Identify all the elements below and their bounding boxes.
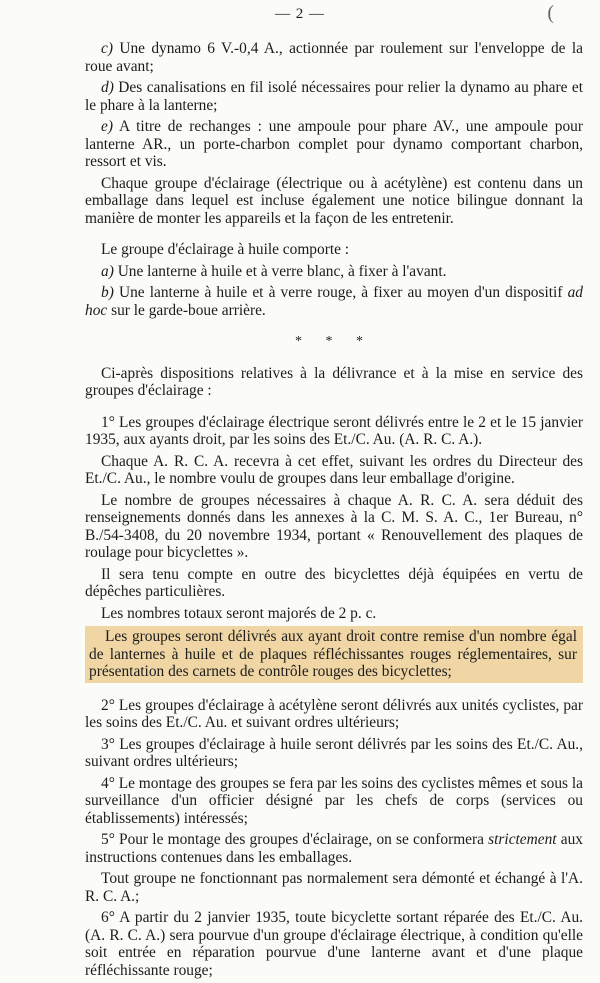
section-1-p5: Les nombres totaux seront majorés de 2 p. c.	[101, 604, 377, 622]
section-5-text-1: 5° Pour le montage des groupes d'éclairage, on se conformera	[101, 831, 484, 848]
section-5-italic: strictement	[488, 831, 557, 848]
oil-item-b-text-2: sur le garde-boue arrière.	[111, 301, 266, 319]
item-e-text: A titre de rechanges : une ampoule pour phare AV., une ampoule pour lanterne AR., un porte-charbon complet pour dynamo comportant charbon, ressort et vis.	[85, 118, 583, 170]
page-number: — 2 —	[275, 6, 325, 22]
oil-item-b-label: b)	[101, 284, 114, 301]
section-separator: * * *	[295, 334, 373, 349]
item-c	[85, 40, 583, 75]
section-5-text-2: aux instructions contenues dans les emballages.	[85, 831, 583, 866]
section-1-p2: Chaque A. R. C. A. recevra à cet effet, suivant les ordres du Directeur des Et./C. Au., le nombre voulu de groupes dans leur emballage d'origine.	[85, 452, 583, 487]
oil-item-a-label: a)	[101, 262, 114, 280]
section-1-p3: Le nombre de groupes nécessaires à chaque A. R. C. A. sera déduit des renseignements donnés dans les annexes à la C. M. S. A. C., 1er Bureau, n° B./54-3408, du 20 novembre 1934, portant « Renouvellement des plaques de roulage pour bicyclettes ».	[85, 491, 583, 561]
item-d-label: d)	[101, 79, 114, 96]
oil-item-a-text: Une lanterne à huile et à verre blanc, à fixer à l'avant.	[117, 262, 447, 280]
section-6: 6° A partir du 2 janvier 1935, toute bicyclette sortant réparée des Et./C. Au. (A. R. C. A.) sera pourvue d'un groupe d'éclairage électrique, à condition qu'elle soit entrée en réparation pourvue d'une lanterne avant et d'une plaque réfléchissante rouge;	[85, 909, 583, 979]
oil-item-b	[85, 284, 583, 319]
packaging-paragraph: Chaque groupe d'éclairage (électrique ou à acétylène) est contenu dans un emballage dans lequel est incluse également une notice bilingue donnant la manière de monter les appareils et la façon de les entretenir.	[85, 174, 583, 227]
section-5-p1	[85, 831, 583, 866]
oil-item-a	[85, 263, 583, 281]
item-d-text: Des canalisations en fil isolé nécessaires pour relier la dynamo au phare et le phare à la lanterne;	[85, 79, 583, 114]
item-e-label: e)	[101, 118, 113, 135]
item-e	[85, 118, 583, 171]
section-4: 4° Le montage des groupes se fera par les soins des cyclistes mêmes et sous la surveillance d'un officier désigné par les chefs de corps (services ou établissements) intéressés;	[85, 774, 583, 827]
section-3: 3° Les groupes d'éclairage à huile seront délivrés par les soins des Et./C. Au., suivant ordres ultérieurs;	[85, 735, 583, 770]
oil-item-b-text-1: Une lanterne à huile et à verre rouge, à fixer au moyen d'un dispositif	[118, 284, 563, 301]
section-2: 2° Les groupes d'éclairage à acétylène seront délivrés aux unités cyclistes, par les soins des Et./C. Au. et suivant ordres ultérieurs;	[85, 696, 583, 731]
section-1-p1: 1° Les groupes d'éclairage électrique seront délivrés entre le 2 et le 15 janvier 1935, aux ayants droit, par les soins des Et./C. Au. (A. R. C. A.).	[85, 413, 583, 448]
section-1-p4: Il sera tenu compte en outre des bicyclettes déjà équipées en vertu de dépêches particulières.	[85, 565, 583, 600]
corner-mark: (	[547, 2, 554, 24]
item-c-text: Une dynamo 6 V.-0,4 A., actionnée par roulement sur l'enveloppe de la roue avant;	[85, 40, 583, 75]
item-c-label: c)	[101, 40, 113, 57]
highlighted-paragraph: Les groupes seront délivrés aux ayant droit contre remise d'un nombre égal de lanternes à huile et de plaques réfléchissantes rouges réglementaires, sur présentation des carnets de contrôle rouges des bicyclettes;	[85, 626, 583, 683]
document-body	[85, 40, 583, 983]
oil-group-intro: Le groupe d'éclairage à huile comporte :	[101, 241, 350, 258]
section-5-p2: Tout groupe ne fonctionnant pas normalement sera démonté et échangé à l'A. R. C. A.;	[85, 870, 583, 905]
dispositions-intro: Ci-après dispositions relatives à la délivrance et à la mise en service des groupes d'éclairage :	[85, 364, 583, 399]
item-d	[85, 79, 583, 114]
oil-item-b-italic: ad hoc	[85, 284, 583, 319]
